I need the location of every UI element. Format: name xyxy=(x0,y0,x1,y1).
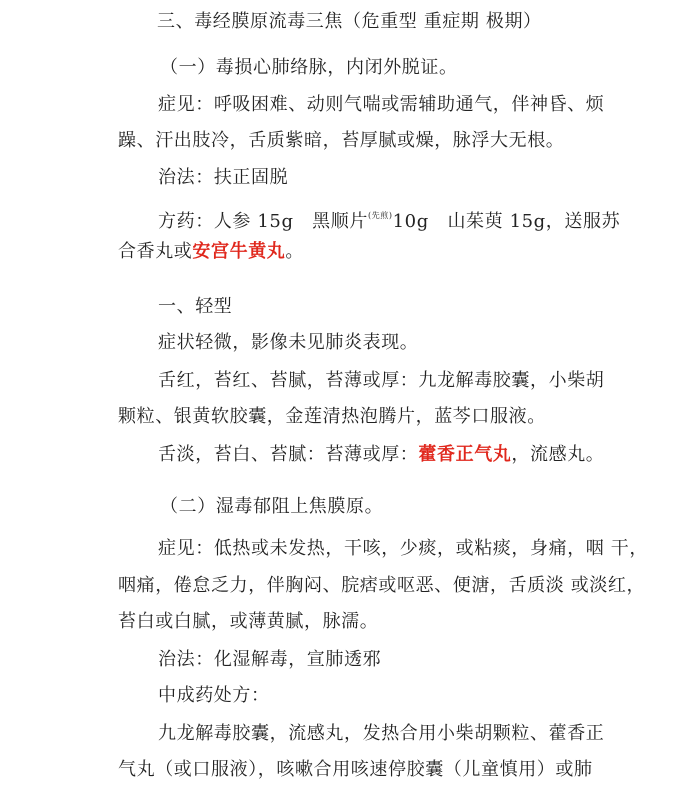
symptoms-text: 呼吸困难、动则气喘或需辅助通气，伴神昏、烦 xyxy=(213,94,605,115)
prescription-label: 方药： xyxy=(158,211,214,232)
section-3-subheading: （一）毒损心肺络脉，内闭外脱证。 xyxy=(160,57,458,78)
s1-line-4-text-b: ，流感丸。 xyxy=(511,444,605,465)
section-1-heading: 一、轻型 xyxy=(158,296,233,317)
treatment-label-2: 治法： xyxy=(158,649,214,670)
s2-symptoms-line-3: 苔白或白腻，或薄黄腻，脉濡。 xyxy=(118,611,379,632)
s1-line-4 xyxy=(158,443,604,467)
prescription-text-d: 。 xyxy=(285,241,305,262)
prescription-text-a: 人参 15g 黑顺片 xyxy=(213,211,368,232)
s2-patent-medicine-label: 中成药处方： xyxy=(158,685,270,706)
s3-prescription-line-1 xyxy=(158,204,620,234)
highlighted-medicine-2: 藿香正气丸 xyxy=(418,444,512,465)
s3-prescription-line-2 xyxy=(118,240,304,264)
prescription-text-c: 合香丸或 xyxy=(118,241,193,262)
s3-symptoms-line-2: 躁、汗出肢冷，舌质紫暗，苔厚腻或燥，脉浮大无根。 xyxy=(118,130,565,151)
s2-symptoms-text: 低热或未发热，干咳，少痰，或粘痰，身痛，咽 干， xyxy=(213,538,648,559)
s2-symptoms-line-1 xyxy=(158,537,648,561)
s3-treatment xyxy=(158,166,288,190)
treatment-label: 治法： xyxy=(158,167,214,188)
s2-medicine-line-1: 九龙解毒胶囊，流感丸，发热合用小柴胡颗粒、藿香正 xyxy=(158,723,605,744)
symptoms-label: 症见： xyxy=(158,94,214,115)
symptoms-label-2: 症见： xyxy=(158,538,214,559)
highlighted-medicine: 安宫牛黄丸 xyxy=(192,241,286,262)
prescription-text-b: 10g 山茱萸 15g，送服苏 xyxy=(392,211,621,232)
s1-line-3: 颗粒、银黄软胶囊，金莲清热泡腾片，蓝芩口服液。 xyxy=(118,406,546,427)
section-2-subheading: （二）湿毒郁阻上焦膜原。 xyxy=(160,496,384,517)
s1-line-1: 症状轻微，影像未见肺炎表现。 xyxy=(158,332,419,353)
s1-line-2: 舌红，苔红、苔腻，苔薄或厚：九龙解毒胶囊，小柴胡 xyxy=(158,370,605,391)
s1-line-4-text-a: 舌淡，苔白、苔腻：苔薄或厚： xyxy=(158,444,419,465)
s3-symptoms-line-1 xyxy=(158,93,604,117)
s2-symptoms-line-2: 咽痛，倦怠乏力，伴胸闷、脘痞或呕恶、便溏，舌质淡 或淡红， xyxy=(118,575,646,596)
treatment-text-2: 化湿解毒，宣肺透邪 xyxy=(213,649,382,670)
section-3-heading: 三、毒经膜原流毒三焦（危重型 重症期 极期） xyxy=(157,11,542,32)
s2-treatment xyxy=(158,648,381,672)
decoct-first-note: (先煎) xyxy=(367,211,393,220)
s2-medicine-line-2: 气丸（或口服液），咳嗽合用咳速停胶囊（儿童慎用）或肺 xyxy=(118,759,593,780)
treatment-text: 扶正固脱 xyxy=(213,167,289,188)
